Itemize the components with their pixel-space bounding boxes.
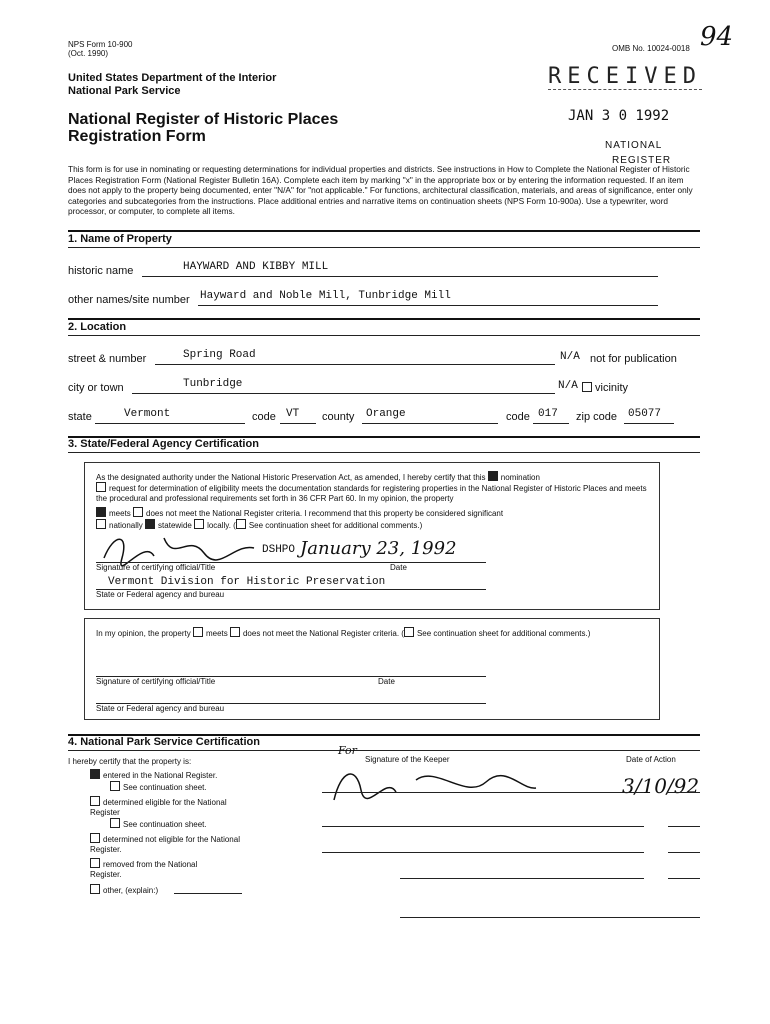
stamp-date: JAN 3 0 1992 [568,108,670,124]
underline [533,423,569,424]
received-stamp: RECEIVED [548,64,702,89]
keeper-intro: I hereby certify that the property is: [68,757,192,766]
meets-checkbox[interactable] [96,507,106,517]
divider [68,247,700,248]
continuation-checkbox[interactable] [110,781,120,791]
section-2-heading: 2. Location [68,321,127,333]
agency-label: State or Federal agency and bureau [96,590,225,599]
state-code-label: code [252,411,276,423]
underline [132,393,555,394]
omb-number: OMB No. 10024-0018 [612,44,690,53]
divider [68,230,700,232]
state-value[interactable]: Vermont [124,408,171,420]
agency-value: Vermont Division for Historic Preservation [108,576,386,588]
other-option[interactable]: other, (explain:) [90,884,158,896]
certification-date-value: January 23, 1992 [300,538,457,559]
underline [668,878,700,879]
divider [68,452,700,453]
zip-value[interactable]: 05077 [628,408,662,420]
street-value[interactable]: Spring Road [183,349,256,361]
determined-not-eligible-checkbox[interactable] [90,833,100,843]
determined-not-eligible-option[interactable]: determined not eligible for the National Register. [90,835,240,854]
removed-checkbox[interactable] [90,858,100,868]
underline [95,423,245,424]
underline [174,893,242,894]
underline [400,878,644,879]
vicinity-checkbox[interactable] [582,382,592,392]
entered-checkbox[interactable] [90,769,100,779]
department: United States Department of the Interior [68,72,277,84]
street-label: street & number [68,353,147,365]
title-line-2: Registration Form [68,128,206,145]
historic-name-label: historic name [68,265,134,277]
see-continuation-1[interactable]: See continuation sheet. [110,781,207,793]
nomination-checkbox[interactable] [488,471,498,481]
entered-option[interactable]: entered in the National Register. [90,769,260,781]
county-code-value[interactable]: 017 [538,408,558,420]
vicinity-value[interactable]: N/A [558,380,578,392]
vicinity-checkbox-row[interactable] [582,382,628,394]
continuation-checkbox[interactable] [110,818,120,828]
cert-paragraph-2: request for determination of eligibility meets the documentation standards for registering properties in the National Register of Historic Places and meets the procedural and professional requirements set forth in 36 CFR Part 60. In my opinion, the property [96,484,647,503]
underline [322,852,644,853]
county-code-label: code [506,411,530,423]
action-date-value: 3/10/92 [622,774,700,798]
stamp-register: REGISTER [612,155,672,166]
cert-significance-row: nationally statewide locally. ( See continuation sheet for additional comments.) [96,519,652,531]
title-line-1: National Register of Historic Places [68,111,339,128]
stamp-national: NATIONAL [605,140,663,151]
removed-option[interactable]: removed from the National Register. [90,860,198,879]
see-continuation-2[interactable]: See continuation sheet. [110,818,207,830]
agency-2-label: State or Federal agency and bureau [96,704,225,713]
determined-eligible-option[interactable]: determined eligible for the National Register [90,798,227,817]
section-1-heading: 1. Name of Property [68,233,172,245]
historic-name-value[interactable]: HAYWARD AND KIBBY MILL [183,261,329,273]
opinion-continuation-checkbox[interactable] [404,627,414,637]
certifying-title-value: DSHPO [262,544,296,556]
keeper-signature-label: Signature of the Keeper [365,755,450,764]
underline [280,423,316,424]
does-not-meet-checkbox[interactable] [133,507,143,517]
opinion-paragraph: In my opinion, the property meets does not meet the National Register criteria. ( See continuation sheet for additional comments.) [96,629,591,638]
divider [68,318,700,320]
divider [68,750,700,751]
city-value[interactable]: Tunbridge [183,378,243,390]
county-value[interactable]: Orange [366,408,406,420]
underline [322,792,644,793]
request-checkbox[interactable] [96,482,106,492]
section-4-heading: 4. National Park Service Certification [68,736,260,748]
divider [68,335,700,336]
form-number: NPS Form 10-900 [68,40,133,49]
underline [155,364,555,365]
county-label: county [322,411,355,423]
form-date: (Oct. 1990) [68,49,109,58]
underline [668,852,700,853]
section-3-heading: 3. State/Federal Agency Certification [68,438,259,450]
other-checkbox[interactable] [90,884,100,894]
underline [624,423,674,424]
instructions: This form is for use in nominating or requesting determinations for individual properties and districts. See instructions in How to Complete the National Register of Historic Places Registration Form (National Register Bulletin 16A). Complete each item by marking "x" in the appropriate box or by entering the information requested. If an item does not apply to the property being documented, enter "N/A" for "not applicable." For functions, architectural classification, materials, and areas of significance, enter only categories and subcategories from the instructions. Place additional entries and narrative items on continuation sheets (NPS Form 10-900a). Use a typewriter, word processor, or computer, to complete all items. [68,164,693,216]
opinion-does-not-meet-checkbox[interactable] [230,627,240,637]
cert-paragraph-3: meets does not meet the National Register criteria. I recommend that this property be considered significant [96,507,652,519]
signature-label: Signature of certifying official/Title [96,563,216,572]
not-for-publication-label: not for publication [590,353,677,365]
handwritten-number: 94 [700,22,734,52]
other-names-label: other names/site number [68,294,190,306]
underline [668,826,700,827]
date-2-label: Date [378,677,395,686]
state-label: state [68,411,92,423]
other-names-value[interactable]: Hayward and Noble Mill, Tunbridge Mill [200,290,451,302]
underline [198,305,658,306]
state-code-value[interactable]: VT [286,408,300,420]
date-of-action-label: Date of Action [626,755,676,764]
underline [322,826,644,827]
underline [362,423,498,424]
keeper-signature [326,760,546,810]
vicinity-label: vicinity [595,382,629,394]
underline [668,792,700,793]
signature-2-label: Signature of certifying official/Title [96,677,216,686]
for-note: For [338,744,357,757]
service: National Park Service [68,85,181,97]
underline [400,917,700,918]
zip-label: zip code [576,411,617,423]
determined-eligible-checkbox[interactable] [90,796,100,806]
not-for-publication-value[interactable]: N/A [560,351,580,363]
opinion-meets-checkbox[interactable] [193,627,203,637]
date-label: Date [390,563,407,572]
underline [142,276,658,277]
city-label: city or town [68,382,124,394]
cert-paragraph-1: As the designated authority under the National Historic Preservation Act, as amended, I hereby certify that this nomination [96,473,540,482]
